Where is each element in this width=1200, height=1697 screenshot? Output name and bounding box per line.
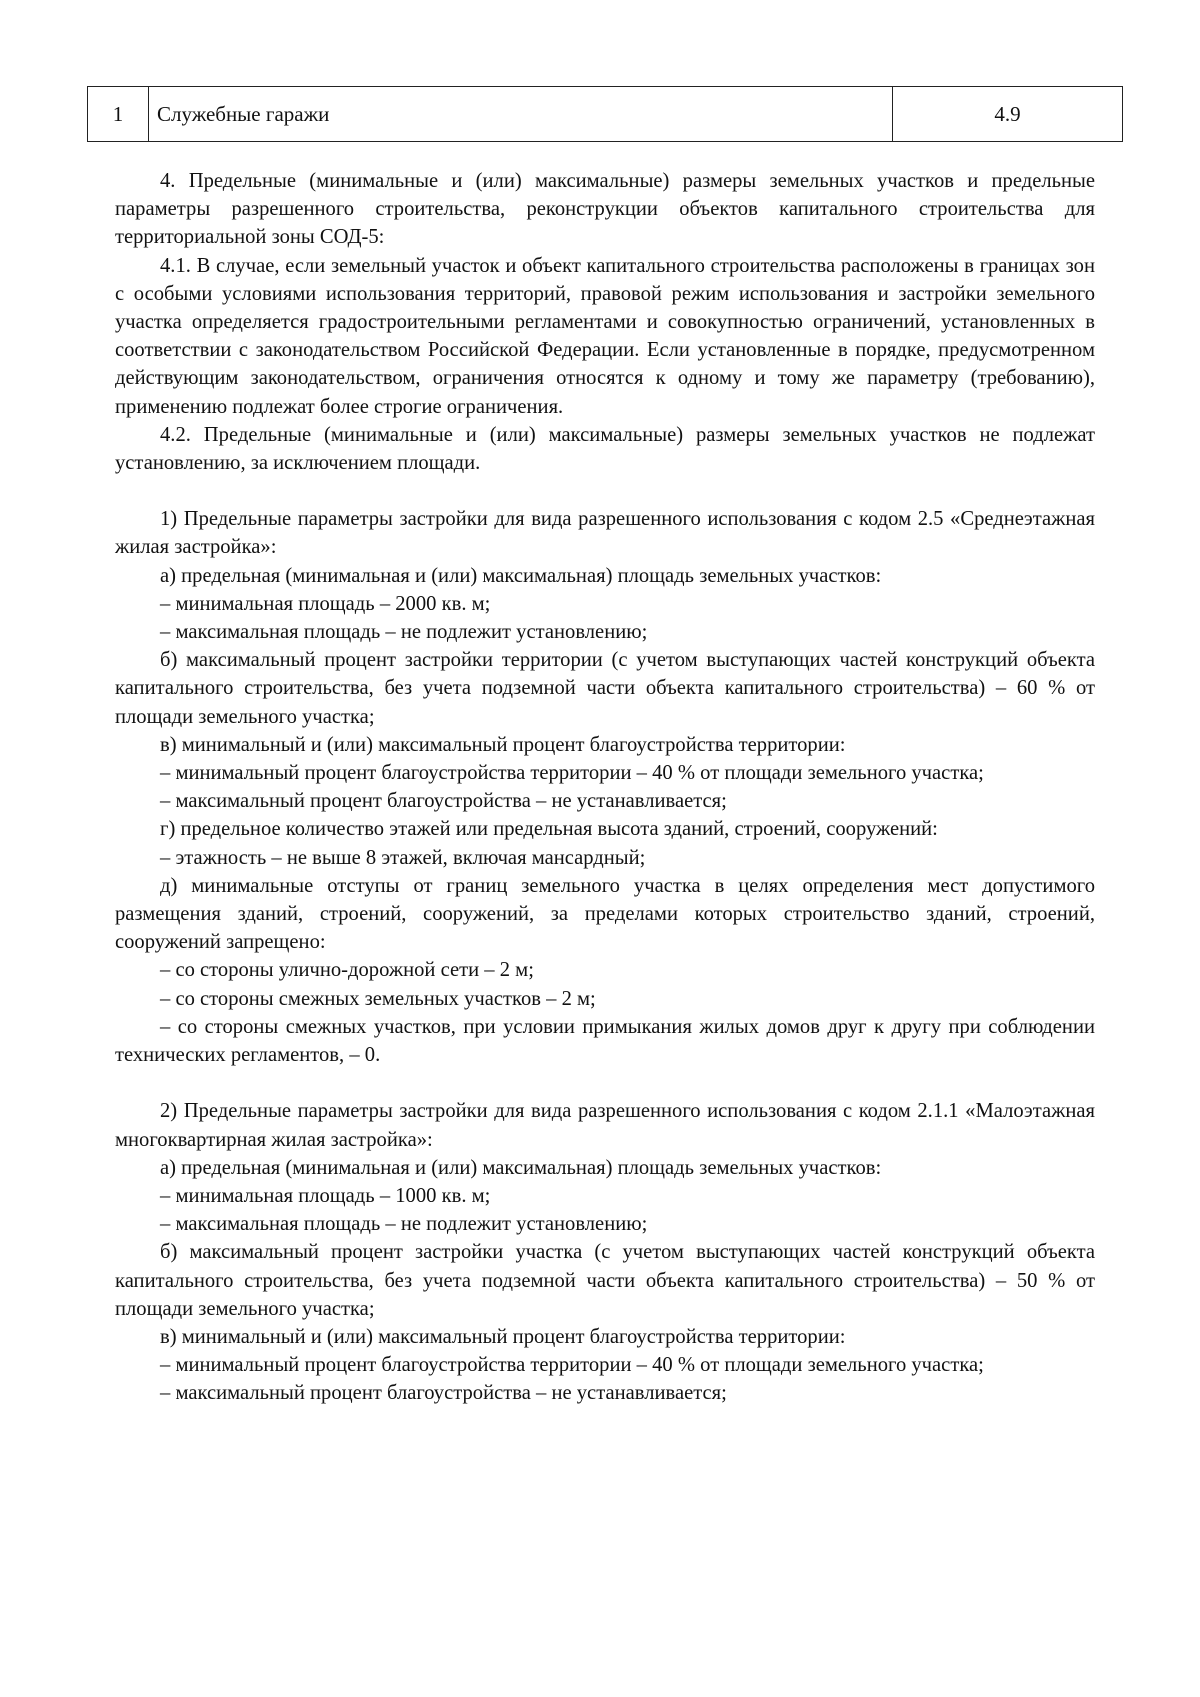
item-1-b: б) максимальный процент застройки территории (с учетом выступающих частей конструкций объекта капитального строительства, без учета подземной части объекта капитального строительства) – 60 % от площади земельного участка; (115, 649, 1095, 728)
item-1-g: г) предельное количество этажей или предельная высота зданий, строений, сооружений: (160, 818, 938, 841)
item-1-d-adjacent: – со стороны смежных земельных участков – 2 м; (160, 987, 596, 1010)
table-row (88, 87, 1123, 142)
document-body (115, 167, 1095, 1408)
item-1-d-attached: – со стороны смежных участков, при условии примыкания жилых домов друг к другу при соблюдении технических регламентов, – 0. (115, 1015, 1095, 1067)
clause-4-1: 4.1. В случае, если земельный участок и объект капитального строительства расположены в границах зон с особыми условиями использования территорий, правовой режим использования и застройки земельного участка определяется градостроительными регламентами и совокупностью ограничений, установленных в соответствии с законодательством Российской Федерации. Если установленные в порядке, предусмотренном действующим законодательством, ограничения относятся к одному и тому же параметру (требованию), применению подлежат более строгие ограничения. (115, 254, 1095, 418)
item-2-v: в) минимальный и (или) максимальный процент благоустройства территории: (160, 1325, 846, 1348)
item-2-v-max: – максимальный процент благоустройства – не устанавливается; (160, 1382, 727, 1405)
item-2-a-min: – минимальная площадь – 1000 кв. м; (160, 1184, 491, 1207)
use-type-code-cell: 4.9 (893, 87, 1123, 142)
clause-4-2: 4.2. Предельные (минимальные и (или) максимальные) размеры земельных участков не подлежат установлению, за исключением площади. (115, 423, 1095, 475)
item-1-a: а) предельная (минимальная и (или) максимальная) площадь земельных участков: (160, 564, 882, 587)
item-1-heading: 1) Предельные параметры застройки для вида разрешенного использования с кодом 2.5 «Среднеэтажная жилая застройка»: (115, 508, 1095, 559)
item-2-a-max: – максимальная площадь – не подлежит установлению; (160, 1213, 648, 1236)
use-type-name-cell: Служебные гаражи (149, 87, 893, 142)
item-1-d-street: – со стороны улично-дорожной сети – 2 м; (160, 959, 534, 982)
item-1-v: в) минимальный и (или) максимальный процент благоустройства территории: (160, 733, 846, 756)
item-1-v-min: – минимальный процент благоустройства территории – 40 % от площади земельного участка; (160, 762, 984, 785)
item-1-a-min: – минимальная площадь – 2000 кв. м; (160, 592, 491, 615)
item-2-heading: 2) Предельные параметры застройки для вида разрешенного использования с кодом 2.1.1 «Малоэтажная многоквартирная жилая застройка»: (115, 1100, 1095, 1151)
item-2-a: а) предельная (минимальная и (или) максимальная) площадь земельных участков: (160, 1156, 882, 1179)
item-1-a-max: – максимальная площадь – не подлежит установлению; (160, 621, 648, 644)
section-4-heading: 4. Предельные (минимальные и (или) максимальные) размеры земельных участков и предельные параметры разрешенного строительства, реконструкции объектов капитального строительства для территориальной зоны СОД-5: (115, 170, 1095, 249)
item-1-d: д) минимальные отступы от границ земельного участка в целях определения мест допустимого размещения зданий, строений, сооружений, за пределами которых строительство зданий, строений, сооружений запрещено: (115, 874, 1095, 954)
item-1-v-max: – максимальный процент благоустройства – не устанавливается; (160, 790, 727, 813)
item-2-b: б) максимальный процент застройки участка (с учетом выступающих частей конструкций объекта капитального строительства, без учета подземной части объекта капитального строительства) – 50 % от площади земельного участка; (115, 1241, 1095, 1320)
item-1-g-floors: – этажность – не выше 8 этажей, включая мансардный; (160, 846, 646, 869)
item-2-v-min: – минимальный процент благоустройства территории – 40 % от площади земельного участка; (160, 1354, 984, 1377)
use-types-table (87, 86, 1123, 142)
row-number-cell: 1 (88, 87, 149, 142)
